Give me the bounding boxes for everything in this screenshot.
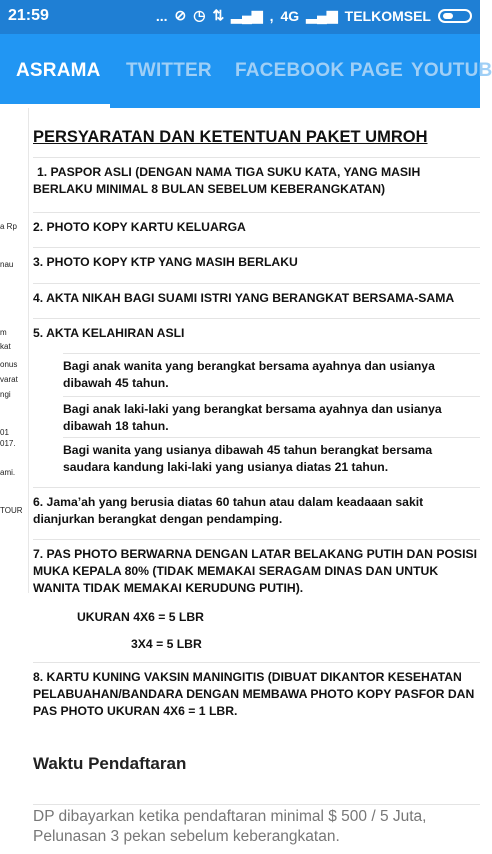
edge-text: kat: [0, 342, 11, 351]
edge-text: varat: [0, 375, 18, 384]
battery-icon: [438, 9, 472, 23]
edge-text: onus: [0, 360, 18, 369]
data-transfer-icon: ⇅: [212, 7, 225, 23]
list-item: 7. PAS PHOTO BERWARNA DENGAN LATAR BELAKANG PUTIH DAN POSISI MUKA KEPALA 80% (TIDAK MEMAKAI SERAGAM DINAS DAN UNTUK WANITA TIDAK MEMAKAI KERUDUNG PUTIH).: [33, 539, 480, 597]
mute-icon: ⊘: [174, 7, 187, 23]
alarm-icon: ◷: [193, 7, 206, 23]
clock: 21:59: [8, 7, 49, 24]
signal-separator: ,: [269, 7, 274, 24]
sub-list-item: Bagi wanita yang usianya dibawah 45 tahun berangkat bersama saudara kandung laki-laki yang usianya diatas 21 tahun.: [63, 437, 480, 476]
sub-list-item: Bagi anak laki-laki yang berangkat bersama ayahnya dan usianya dibawah 18 tahun.: [63, 396, 480, 435]
tab-facebook-page[interactable]: FACEBOOK PAGE: [235, 60, 403, 81]
signal-icon-2: ▂▄▆: [306, 7, 338, 23]
status-icons: [156, 7, 472, 24]
network-type: 4G: [280, 7, 300, 24]
edge-text: m: [0, 328, 7, 337]
carrier-name: TELKOMSEL: [344, 7, 431, 24]
edge-text: a Rp: [0, 222, 17, 231]
list-item: 5. AKTA KELAHIRAN ASLI: [33, 318, 480, 342]
list-item: 2. PHOTO KOPY KARTU KELUARGA: [33, 212, 480, 236]
tab-bar: [0, 34, 492, 108]
edge-text: ngi: [0, 390, 11, 399]
list-item: 8. KARTU KUNING VAKSIN MANINGITIS (DIBUAT DIKANTOR KESEHATAN PELABUAHAN/BANDARA DENGAN MEMBAWA PHOTO KOPY PASFOR DAN PAS PHOTO UKURAN 4X6 = 1 LBR.: [33, 662, 480, 720]
list-item: 1. PASPOR ASLI (DENGAN NAMA TIGA SUKU KATA, YANG MASIH BERLAKU MINIMAL 8 BULAN SEBELUM KEBERANGKATAN): [33, 157, 480, 198]
registration-heading: Waktu Pendaftaran: [33, 754, 187, 773]
more-notifications-icon: ...: [155, 7, 168, 24]
status-bar: [0, 0, 480, 34]
tab-twitter[interactable]: TWITTER: [126, 60, 212, 81]
edge-text: 01: [0, 428, 9, 437]
previous-page-edge[interactable]: [0, 108, 29, 593]
registration-note: DP dibayarkan ketika pendaftaran minimal $ 500 / 5 Juta, Pelunasan 3 pekan sebelum keberangkatan.: [33, 804, 480, 847]
edge-text: nau: [0, 260, 14, 269]
edge-text: TOUR: [0, 506, 23, 515]
list-item: 3. PHOTO KOPY KTP YANG MASIH BERLAKU: [33, 247, 480, 271]
page-title: PERSYARATAN DAN KETENTUAN PAKET UMROH: [33, 128, 428, 146]
tab-asrama[interactable]: ASRAMA: [16, 60, 101, 81]
sub-list-item: Bagi anak wanita yang berangkat bersama ayahnya dan usianya dibawah 45 tahun.: [63, 353, 480, 392]
tab-youtube[interactable]: YOUTUB: [411, 60, 492, 81]
list-item: 6. Jama’ah yang berusia diatas 60 tahun atau dalam keadaaan sakit dianjurkan berangkat dengan pendamping.: [33, 487, 480, 528]
list-item: 4. AKTA NIKAH BAGI SUAMI ISTRI YANG BERANGKAT BERSAMA-SAMA: [33, 283, 480, 307]
signal-icon-1: ▂▄▆: [231, 7, 263, 23]
photo-size-3x4: 3X4 = 5 LBR: [131, 637, 202, 651]
edge-text: 017.: [0, 439, 16, 448]
photo-size-4x6: UKURAN 4X6 = 5 LBR: [77, 610, 204, 624]
edge-text: ami.: [0, 468, 16, 477]
